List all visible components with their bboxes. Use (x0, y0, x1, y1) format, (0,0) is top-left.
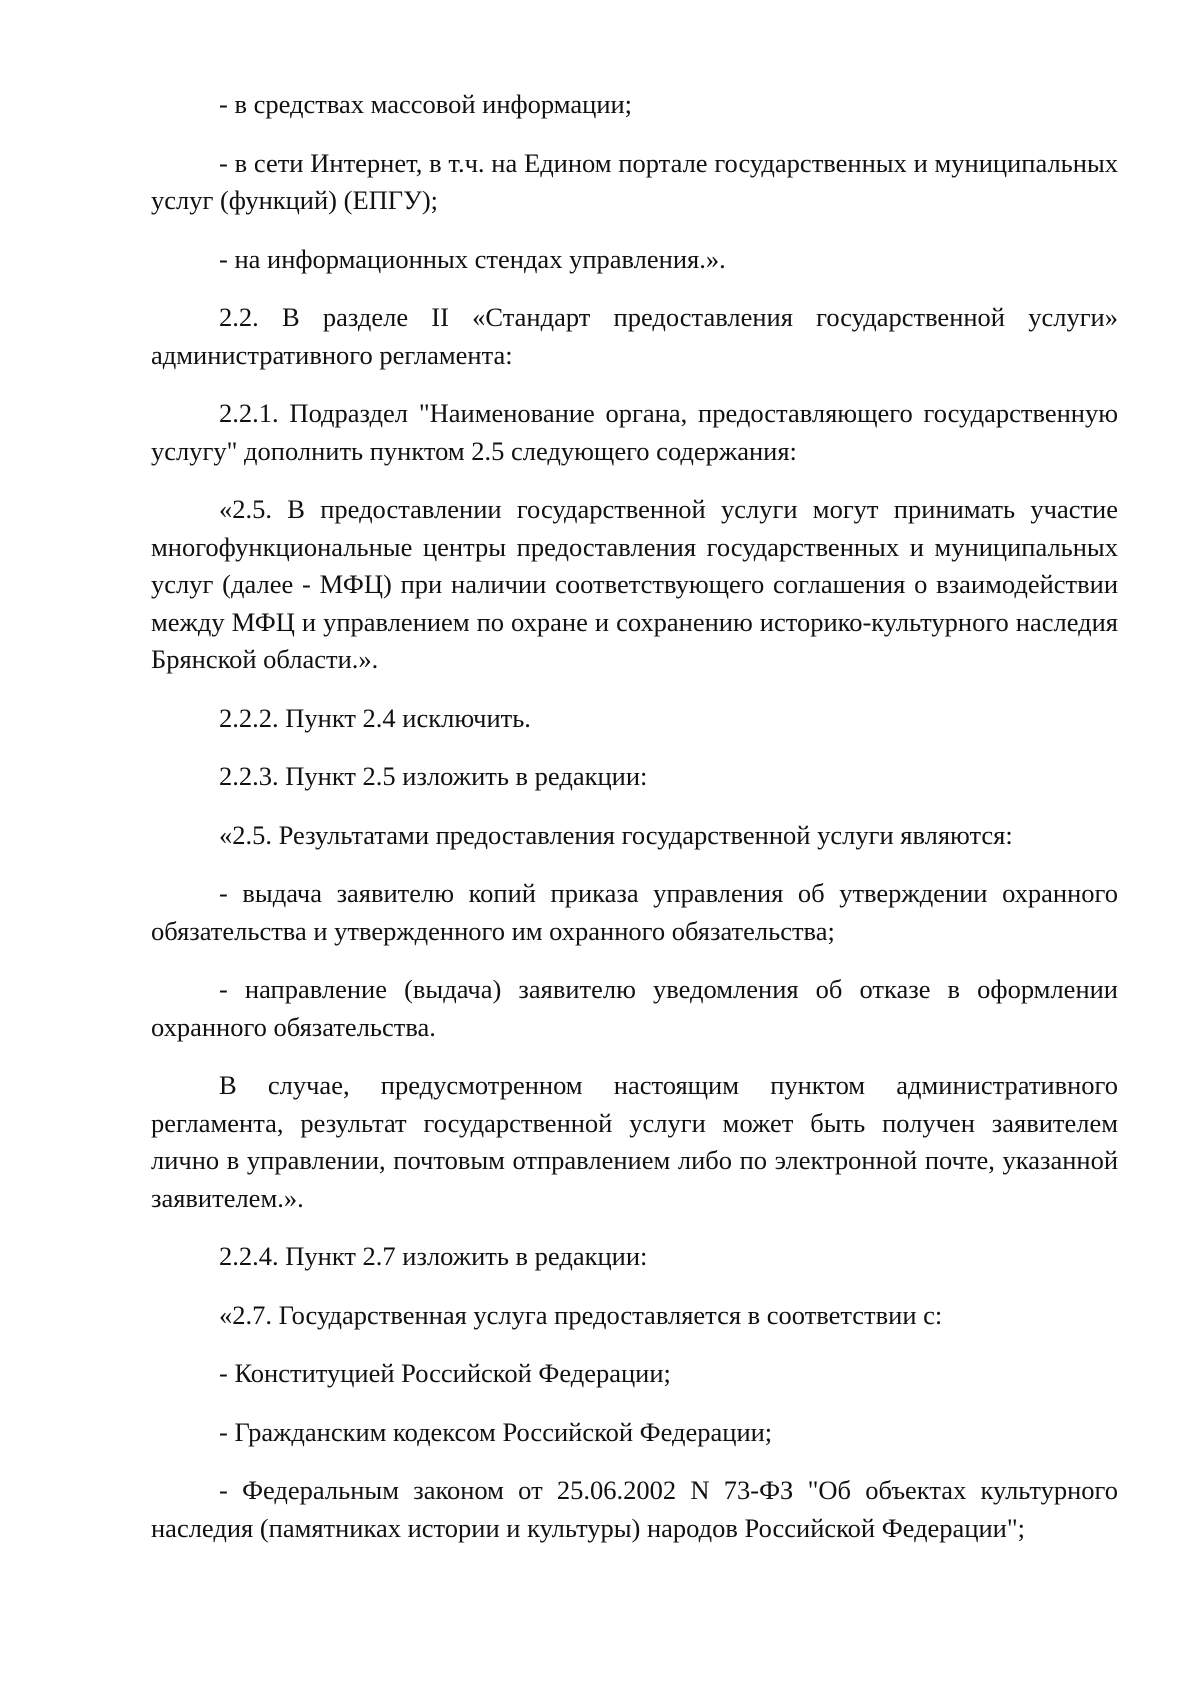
paragraph-2-5-mfc: «2.5. В предоставлении государственной услуги могут принимать участие многофункциональные центры предоставления государственных и муниципальных услуг (далее - МФЦ) при наличии соответствующего соглашения о взаимодействии между МФЦ и управлением по охране и сохранению историко-культурного наследия Брянской области.». (151, 494, 1118, 674)
paragraph-2-7: «2.7. Государственная услуга предоставляется в соответствии с: (219, 1299, 943, 1330)
paragraph-2-2-3: 2.2.3. Пункт 2.5 изложить в редакции: (219, 761, 648, 791)
paragraph-result-refusal: - направление (выдача) заявителю уведомления об отказе в оформлении охранного обязательства. (151, 974, 1118, 1042)
paragraph-2-2-2: 2.2.2. Пункт 2.4 исключить. (219, 702, 531, 733)
paragraph-2-2-1: 2.2.1. Подраздел "Наименование органа, предоставляющего государственную услугу" дополнить пунктом 2.5 следующего содержания: (151, 398, 1118, 466)
paragraph-result-delivery: В случае, предусмотренном настоящим пунктом административного регламента, результат государственной услуги может быть получен заявителем лично в управлении, почтовым отправлением либо по электронной почте, указанной заявителем.». (151, 1070, 1118, 1213)
paragraph-civil-code: - Гражданским кодексом Российской Федерации; (219, 1416, 773, 1447)
paragraph-2-2-4: 2.2.4. Пункт 2.7 изложить в редакции: (219, 1241, 648, 1271)
paragraph-mass-media: - в средствах массовой информации; (219, 89, 633, 119)
paragraph-result-issue-copies: - выдача заявителю копий приказа управления об утверждении охранного обязательства и утвержденного им охранного обязательства; (151, 878, 1118, 946)
paragraph-2-5-results: «2.5. Результатами предоставления государственной услуги являются: (219, 819, 1013, 850)
paragraph-section-2-2: 2.2. В разделе II «Стандарт предоставления государственной услуги» административного регламента: (151, 302, 1118, 370)
paragraph-constitution: - Конституцией Российской Федерации; (219, 1358, 671, 1388)
paragraph-federal-law: - Федеральным законом от 25.06.2002 N 73-ФЗ "Об объектах культурного наследия (памятниках истории и культуры) народов Российской Федерации"; (151, 1475, 1118, 1543)
paragraph-info-stands: - на информационных стендах управления.». (219, 243, 726, 274)
document-page (151, 86, 1118, 1568)
paragraph-internet-epgu: - в сети Интернет, в т.ч. на Едином портале государственных и муниципальных услуг (функций) (ЕПГУ); (151, 147, 1118, 215)
